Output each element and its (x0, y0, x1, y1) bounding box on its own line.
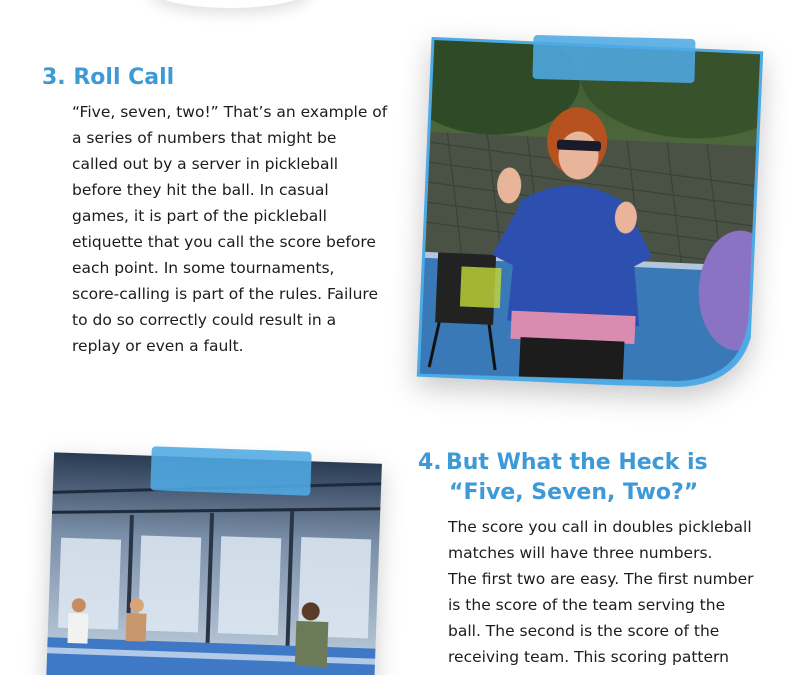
paragraph-line: score-calling is part of the rules. Failure (72, 285, 378, 303)
section-3-title: Roll Call (73, 65, 175, 90)
section-4-body (448, 514, 754, 670)
section-3-heading (42, 63, 174, 93)
section-4-title-line-1: But What the Heck is (446, 450, 708, 475)
photo-tape (150, 446, 311, 496)
section-4-heading (418, 448, 708, 508)
paragraph-line: matches will have three numbers. (448, 544, 713, 562)
previous-image-edge (150, 0, 310, 8)
paragraph-line: “Five, seven, two!” That’s an example of (72, 103, 388, 121)
photo-tape (532, 35, 695, 83)
paragraph-line: each point. In some tournaments, (72, 259, 335, 277)
instructor-photo (417, 37, 764, 391)
section-3-number: 3. (42, 65, 66, 90)
paragraph-line: to do so correctly could result in a (72, 311, 337, 329)
paragraph-line: replay or even a fault. (72, 337, 244, 355)
paragraph-line: called out by a server in pickleball (72, 155, 339, 173)
section-4-number: 4. (418, 450, 442, 475)
paragraph-line: games, it is part of the pickleball (72, 207, 327, 225)
paragraph-line: The first two are easy. The first number (448, 570, 754, 588)
paragraph-line: before they hit the ball. In casual (72, 181, 329, 199)
paragraph-line: The score you call in doubles pickleball (448, 518, 752, 536)
section-3-body (72, 99, 387, 359)
section-4-title-line-2: “Five, Seven, Two?” (449, 480, 699, 505)
paragraph-line: is the score of the team serving the (448, 596, 726, 614)
paragraph-line: etiquette that you call the score before (72, 233, 376, 251)
paragraph-line: a series of numbers that might be (72, 129, 337, 147)
paragraph-line: receiving team. This scoring pattern (448, 648, 729, 666)
paragraph-line: ball. The second is the score of the (448, 622, 720, 640)
